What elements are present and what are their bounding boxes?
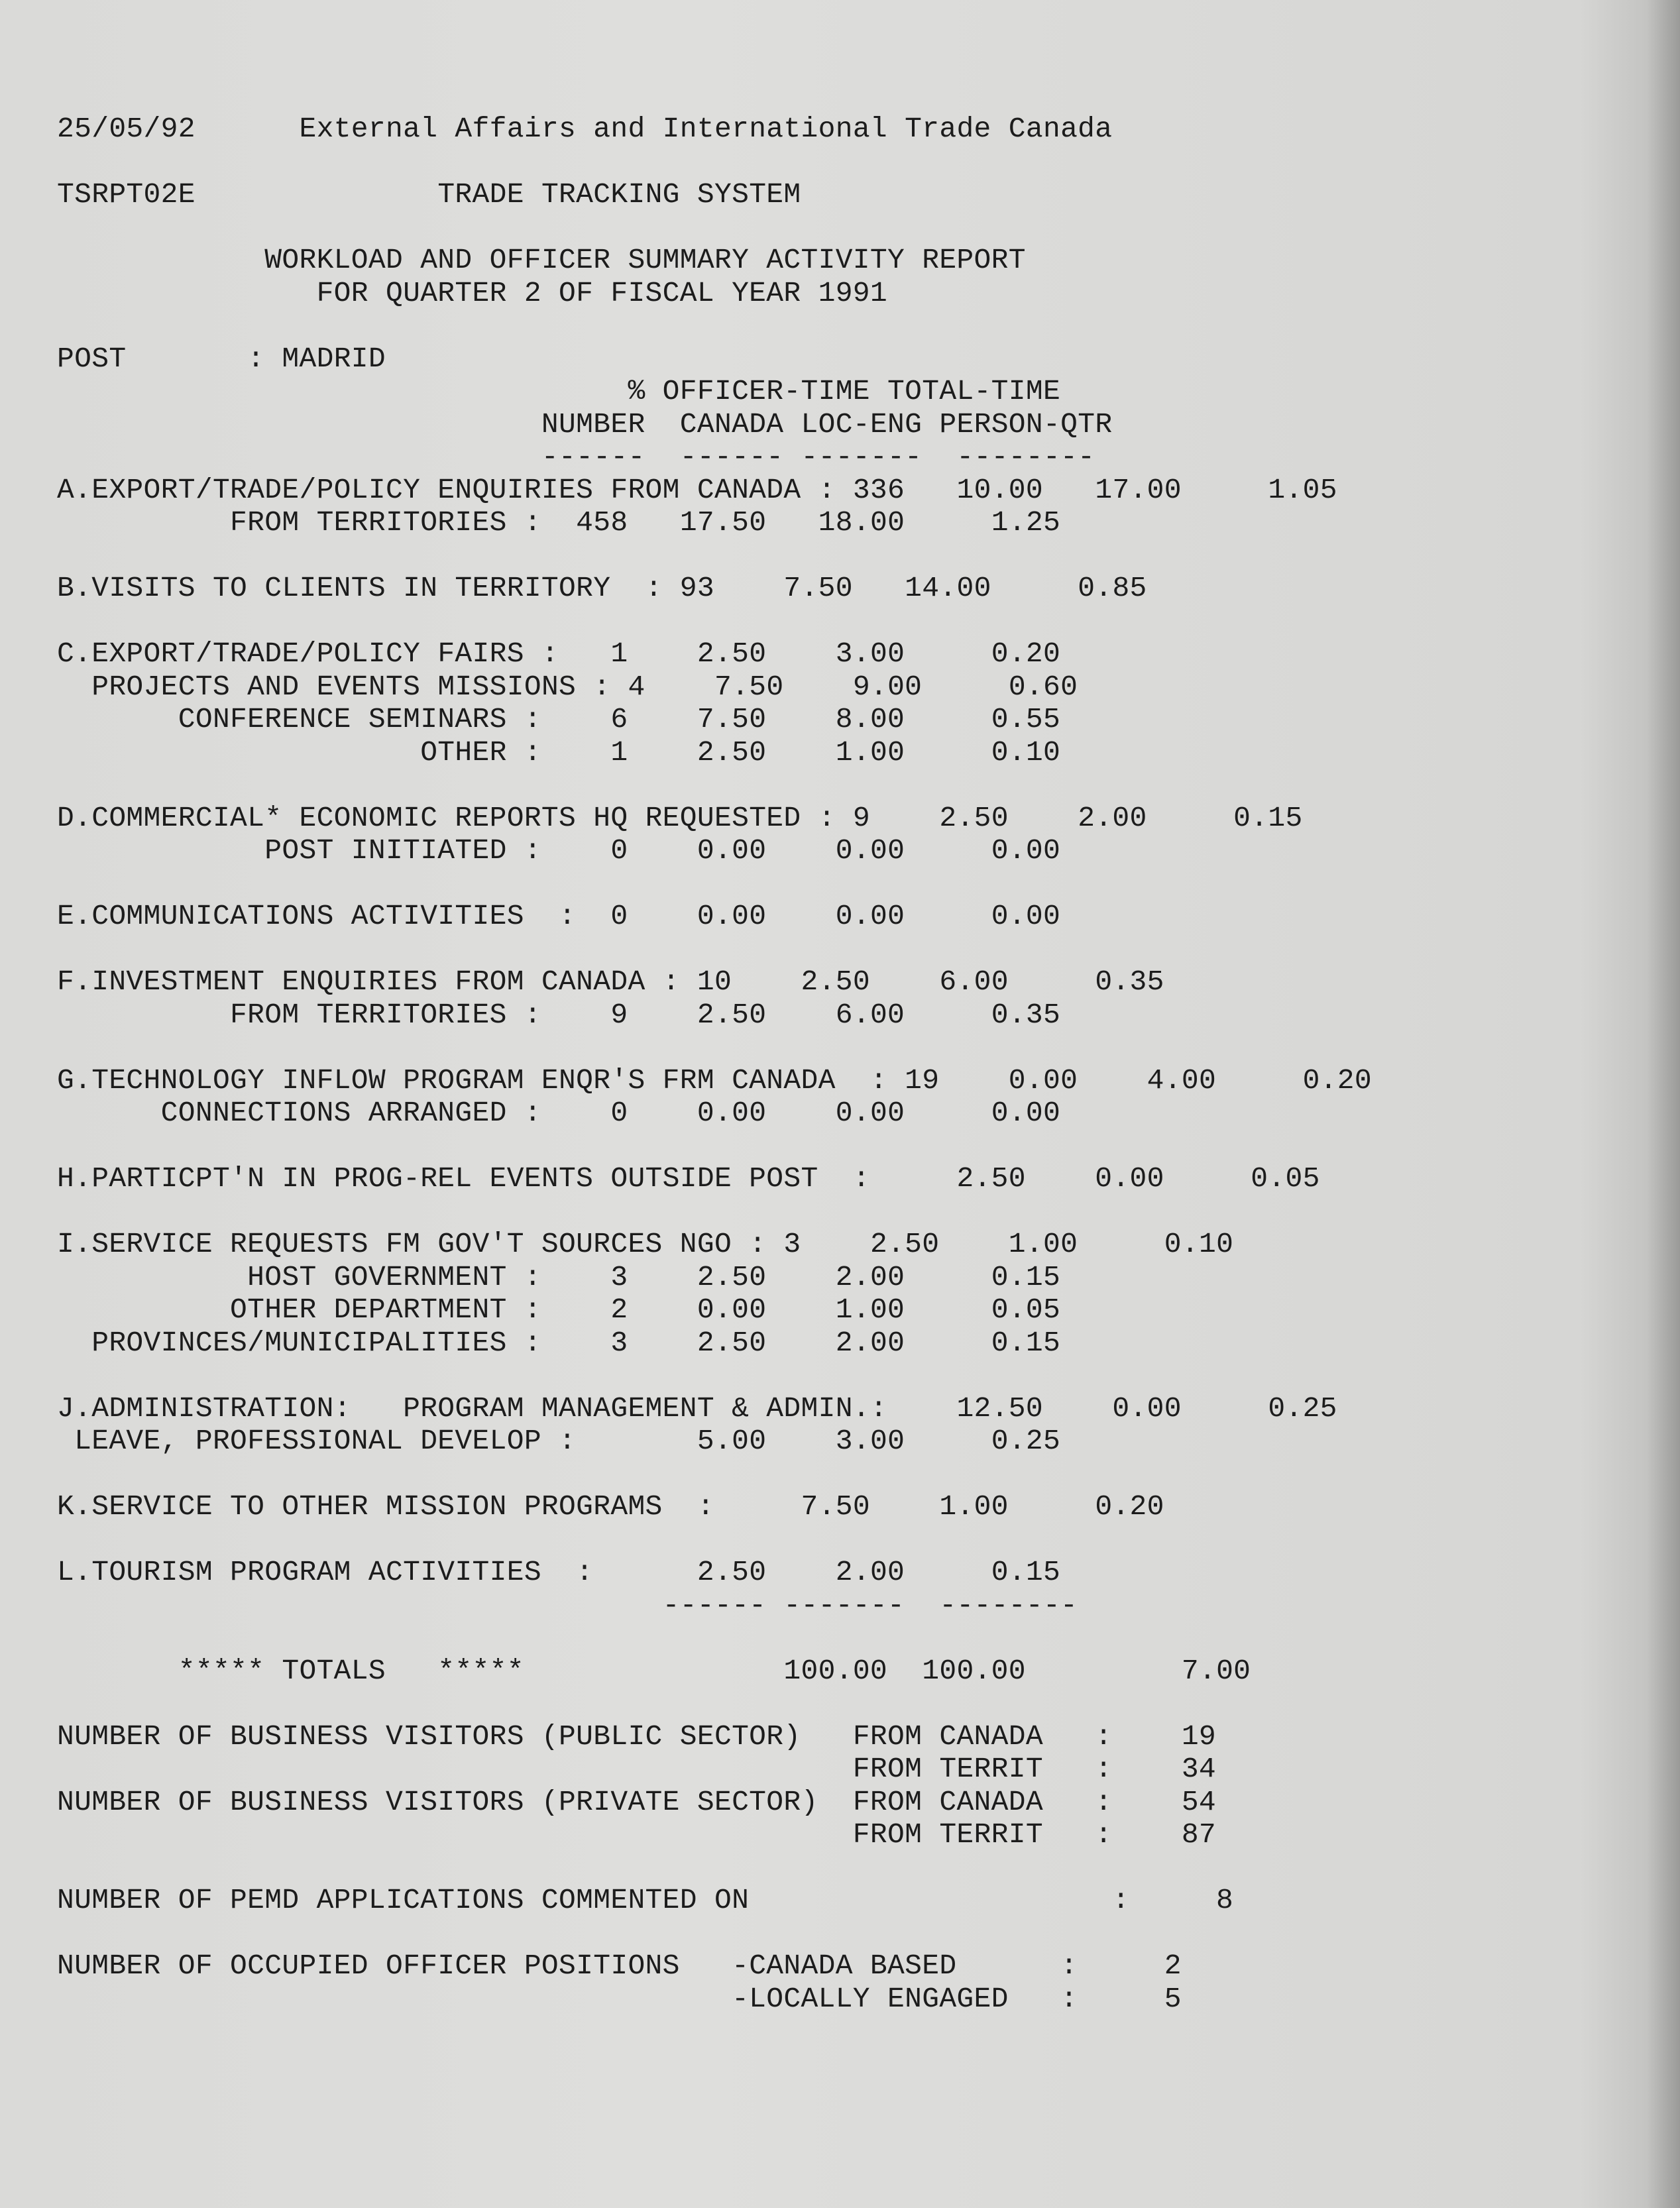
row-personqtr: 0.60 xyxy=(1008,670,1078,703)
row-number: 6 xyxy=(610,703,628,736)
row-sub-label: MISSIONS xyxy=(437,670,577,703)
report-title: WORKLOAD AND OFFICER SUMMARY ACTIVITY REPORT xyxy=(264,244,1026,276)
blank-line xyxy=(57,146,1372,179)
row-sub-label: FAIRS xyxy=(437,637,524,670)
positions-type: -LOCALLY ENGAGED xyxy=(732,1982,1009,2015)
row-sub-label: POST INITIATED xyxy=(264,834,507,867)
row-personqtr: 0.25 xyxy=(991,1425,1061,1457)
col-total-header: TOTAL-TIME xyxy=(887,375,1061,408)
row-loceng: 1.00 xyxy=(835,1294,905,1326)
totals-canada: 100.00 xyxy=(783,1654,888,1687)
blank-line xyxy=(57,1687,1372,1720)
table-row: POST INITIATED : 0 0.00 0.00 0.00 xyxy=(264,834,1061,867)
row-loceng: 2.00 xyxy=(835,1556,905,1588)
row-loceng: 2.00 xyxy=(1078,801,1147,834)
title-line-1 xyxy=(57,244,1372,277)
row-canada: 7.50 xyxy=(697,703,767,736)
report-code: TSRPT02E xyxy=(57,178,196,211)
visitors-value: 19 xyxy=(1181,1720,1217,1753)
row-sub-label: FROM CANADA xyxy=(455,966,645,998)
table-row: B.VISITS TO CLIENTS IN TERRITORY : 93 7.50 14.00 0.85 xyxy=(57,572,1147,604)
visitors-from: FROM CANADA xyxy=(852,1785,1043,1818)
row-loceng: 14.00 xyxy=(905,572,991,604)
row-section: A.EXPORT/TRADE/POLICY ENQUIRIES xyxy=(57,473,594,506)
blank-line xyxy=(57,605,1372,638)
post-value: MADRID xyxy=(282,342,386,375)
row-section: PROJECTS AND EVENTS xyxy=(57,670,421,703)
table-row: OTHER : 1 2.50 1.00 0.10 xyxy=(420,736,1061,769)
row-canada: 2.50 xyxy=(697,637,767,670)
table-row: G.TECHNOLOGY INFLOW PROGRAM ENQR'S FRM CANADA : 19 0.00 4.00 0.20 xyxy=(57,1064,1372,1097)
row-personqtr: 0.15 xyxy=(991,1326,1061,1359)
row-number: 2 xyxy=(610,1294,628,1326)
visitors-value: 54 xyxy=(1181,1785,1217,1818)
row-loceng: 9.00 xyxy=(852,670,923,703)
row-loceng: 6.00 xyxy=(939,966,1009,998)
column-header-1 xyxy=(57,375,1372,408)
blank-line xyxy=(57,1195,1372,1229)
row-loceng: 6.00 xyxy=(835,998,905,1031)
row-section: L.TOURISM PROGRAM ACTIVITIES xyxy=(57,1556,541,1588)
row-number: 1 xyxy=(610,736,628,769)
row-canada: 2.50 xyxy=(801,966,870,998)
row-personqtr: 0.25 xyxy=(1268,1392,1337,1425)
row-personqtr: 0.05 xyxy=(991,1294,1061,1326)
header-line-2 xyxy=(57,178,1372,211)
row-number: 0 xyxy=(610,1097,628,1129)
row-number: 4 xyxy=(628,670,645,703)
table-row: LEAVE, PROFESSIONAL DEVELOP : 5.00 3.00 0.25 xyxy=(74,1425,1061,1457)
row-loceng: 3.00 xyxy=(835,1425,905,1457)
positions-line: NUMBER OF OCCUPIED OFFICER POSITIONS -CANADA BASED : 2 xyxy=(57,1950,1182,1982)
pemd-line: NUMBER OF PEMD APPLICATIONS COMMENTED ON : 8 xyxy=(57,1884,1234,1916)
blank-line xyxy=(57,309,1372,343)
table-row: J.ADMINISTRATION: PROGRAM MANAGEMENT & ADMIN.: 12.50 0.00 0.25 xyxy=(57,1392,1337,1425)
col-number: NUMBER xyxy=(541,408,645,441)
table-row: E.COMMUNICATIONS ACTIVITIES : 0 0.00 0.00 0.00 xyxy=(57,900,1061,932)
row-number: 10 xyxy=(697,966,732,998)
col-loceng: LOC-ENG xyxy=(801,408,923,441)
column-rule: ------ ------ ------- -------- xyxy=(57,441,1095,473)
row-number: 0 xyxy=(610,834,628,867)
row-personqtr: 0.15 xyxy=(991,1260,1061,1294)
table-row: K.SERVICE TO OTHER MISSION PROGRAMS : 7.50 1.00 0.20 xyxy=(57,1490,1164,1523)
row-section: J.ADMINISTRATION: PROGRAM MANAGEMENT & ADMIN. xyxy=(57,1392,870,1425)
report-date: 25/05/92 xyxy=(57,113,196,145)
table-row: H.PARTICPT'N IN PROG-REL EVENTS OUTSIDE POST : 2.50 0.00 0.05 xyxy=(57,1162,1320,1195)
row-personqtr: 0.35 xyxy=(1095,966,1164,998)
blank-line xyxy=(57,1523,1372,1557)
row-canada: 2.50 xyxy=(697,736,767,769)
row-loceng: 2.00 xyxy=(835,1260,905,1294)
row-personqtr: 1.05 xyxy=(1268,473,1337,506)
row-section: C.EXPORT/TRADE/POLICY xyxy=(57,637,421,670)
row-canada: 0.00 xyxy=(1008,1064,1078,1097)
row-personqtr: 0.55 xyxy=(991,703,1061,736)
row-personqtr: 0.15 xyxy=(991,1556,1061,1588)
row-loceng: 2.00 xyxy=(835,1326,905,1359)
blank-line xyxy=(57,867,1372,901)
table-row: CONFERENCE SEMINARS : 6 7.50 8.00 0.55 xyxy=(178,703,1061,736)
row-canada: 2.50 xyxy=(697,1556,767,1588)
post-line: POST : MADRID xyxy=(57,342,386,375)
row-canada: 0.00 xyxy=(697,900,767,932)
row-personqtr: 0.20 xyxy=(1095,1490,1164,1523)
visitors-from: FROM TERRIT xyxy=(852,1818,1043,1851)
blank-line xyxy=(57,1359,1372,1392)
row-canada: 2.50 xyxy=(697,1326,767,1359)
blank-line xyxy=(57,1622,1372,1655)
row-personqtr: 0.35 xyxy=(991,998,1061,1031)
table-row: FROM TERRITORIES : 458 17.50 18.00 1.25 xyxy=(230,506,1061,539)
row-loceng: 8.00 xyxy=(835,703,905,736)
row-loceng: 1.00 xyxy=(835,736,905,769)
row-sub-label: FROM CANADA xyxy=(610,473,801,506)
blank-line xyxy=(57,1130,1372,1163)
row-personqtr: 0.15 xyxy=(1233,801,1303,834)
row-loceng: 0.00 xyxy=(835,900,905,932)
pemd-label: NUMBER OF PEMD APPLICATIONS COMMENTED ON xyxy=(57,1884,750,1916)
system-name: TRADE TRACKING SYSTEM xyxy=(437,178,801,211)
row-personqtr: 0.20 xyxy=(1302,1064,1372,1097)
totals-line xyxy=(57,1655,1372,1688)
row-number: 9 xyxy=(852,801,870,834)
totals-rule: ------ ------- -------- xyxy=(57,1588,1078,1622)
row-number: 3 xyxy=(610,1326,628,1359)
blank-line xyxy=(57,211,1372,245)
row-number: 1 xyxy=(610,637,628,670)
row-number: 9 xyxy=(610,998,628,1031)
row-loceng: 4.00 xyxy=(1147,1064,1217,1097)
totals-personqtr: 7.00 xyxy=(1181,1654,1251,1687)
row-number: 0 xyxy=(610,900,628,932)
visitors-from: FROM TERRIT xyxy=(852,1753,1043,1785)
row-sub-label: HQ REQUESTED xyxy=(593,801,801,834)
table-row: PROJECTS AND EVENTS MISSIONS : 4 7.50 9.00 0.60 xyxy=(57,670,1078,703)
row-canada: 0.00 xyxy=(697,1294,767,1326)
row-section: D.COMMERCIAL* ECONOMIC REPORTS xyxy=(57,801,577,834)
row-loceng: 17.00 xyxy=(1095,473,1182,506)
totals-loceng: 100.00 xyxy=(922,1654,1026,1687)
row-canada: 2.50 xyxy=(697,1260,767,1294)
table-row: PROVINCES/MUNICIPALITIES : 3 2.50 2.00 0.15 xyxy=(91,1326,1061,1359)
row-canada: 2.50 xyxy=(956,1162,1026,1195)
visitors-value: 34 xyxy=(1181,1753,1217,1785)
blank-line xyxy=(57,1917,1372,1950)
row-canada: 0.00 xyxy=(697,1097,767,1129)
table-row: FROM TERRITORIES : 9 2.50 6.00 0.35 xyxy=(230,998,1061,1031)
row-sub-label: HOST GOVERNMENT xyxy=(247,1260,507,1294)
row-personqtr: 0.00 xyxy=(991,900,1061,932)
row-personqtr: 0.20 xyxy=(991,637,1061,670)
row-loceng: 3.00 xyxy=(835,637,905,670)
row-personqtr: 1.25 xyxy=(991,506,1061,539)
row-canada: 17.50 xyxy=(679,506,767,539)
title-line-2 xyxy=(57,277,1372,310)
blank-line xyxy=(57,1458,1372,1491)
row-section: E.COMMUNICATIONS ACTIVITIES xyxy=(57,900,524,932)
col-canada: CANADA xyxy=(679,408,784,441)
col-group-header: % OFFICER-TIME xyxy=(628,375,870,408)
table-row: D.COMMERCIAL* ECONOMIC REPORTS HQ REQUESTED : 9 2.50 2.00 0.15 xyxy=(57,801,1303,834)
row-sub-label: FROM TERRITORIES xyxy=(230,506,507,539)
visitors-line: FROM TERRIT : 87 xyxy=(852,1818,1217,1851)
table-row: A.EXPORT/TRADE/POLICY ENQUIRIES FROM CANADA : 336 10.00 17.00 1.05 xyxy=(57,473,1337,506)
row-number: 336 xyxy=(852,473,905,506)
row-canada: 12.50 xyxy=(956,1392,1043,1425)
row-canada: 7.50 xyxy=(714,670,784,703)
row-sub-label: CONFERENCE SEMINARS xyxy=(178,703,507,736)
row-number: 3 xyxy=(783,1228,801,1260)
table-row: I.SERVICE REQUESTS FM GOV'T SOURCES NGO : 3 2.50 1.00 0.10 xyxy=(57,1228,1234,1260)
post-label: POST xyxy=(57,342,127,375)
row-loceng: 0.00 xyxy=(835,834,905,867)
blank-line xyxy=(57,933,1372,966)
row-number: 19 xyxy=(905,1064,940,1097)
header-line-1 xyxy=(57,113,1372,146)
table-row: L.TOURISM PROGRAM ACTIVITIES : 2.50 2.00 0.15 xyxy=(57,1556,1061,1588)
row-sub-label: NGO xyxy=(679,1228,732,1260)
row-section: K.SERVICE TO OTHER MISSION PROGRAMS xyxy=(57,1490,663,1523)
row-number: 93 xyxy=(679,572,714,604)
visitors-label: NUMBER OF BUSINESS VISITORS (PUBLIC SECTOR) xyxy=(57,1720,801,1753)
row-personqtr: 0.00 xyxy=(991,834,1061,867)
table-row: F.INVESTMENT ENQUIRIES FROM CANADA : 10 2.50 6.00 0.35 xyxy=(57,966,1164,998)
row-sub-label: OTHER xyxy=(420,736,507,769)
row-loceng: 1.00 xyxy=(1008,1228,1078,1260)
column-header-2 xyxy=(57,408,1372,441)
row-loceng: 1.00 xyxy=(939,1490,1009,1523)
row-number: 458 xyxy=(576,506,628,539)
row-personqtr: 0.00 xyxy=(991,1097,1061,1129)
row-personqtr: 0.10 xyxy=(991,736,1061,769)
row-canada: 2.50 xyxy=(697,998,767,1031)
row-loceng: 0.00 xyxy=(835,1097,905,1129)
row-sub-label: LEAVE, PROFESSIONAL DEVELOP xyxy=(74,1425,541,1457)
row-canada: 7.50 xyxy=(801,1490,870,1523)
row-canada: 2.50 xyxy=(869,1228,940,1260)
row-personqtr: 0.85 xyxy=(1078,572,1147,604)
row-section: F.INVESTMENT ENQUIRIES xyxy=(57,966,438,998)
blank-line xyxy=(57,769,1372,802)
row-section: H.PARTICPT'N IN PROG-REL EVENTS OUTSIDE POST xyxy=(57,1162,818,1195)
visitors-from: FROM CANADA xyxy=(852,1720,1043,1753)
col-personqtr: PERSON-QTR xyxy=(939,408,1113,441)
row-sub-label: CONNECTIONS ARRANGED xyxy=(160,1097,507,1129)
row-canada: 10.00 xyxy=(956,473,1044,506)
row-canada: 5.00 xyxy=(697,1425,767,1457)
row-personqtr: 0.05 xyxy=(1251,1162,1320,1195)
visitors-label: NUMBER OF BUSINESS VISITORS (PRIVATE SECTOR) xyxy=(57,1785,818,1818)
table-row: HOST GOVERNMENT : 3 2.50 2.00 0.15 xyxy=(247,1260,1061,1294)
positions-label: NUMBER OF OCCUPIED OFFICER POSITIONS xyxy=(57,1950,680,1982)
row-loceng: 18.00 xyxy=(818,506,905,539)
row-canada: 0.00 xyxy=(697,834,767,867)
report-subtitle: FOR QUARTER 2 OF FISCAL YEAR 1991 xyxy=(316,276,888,309)
row-loceng: 0.00 xyxy=(1112,1392,1182,1425)
row-loceng: 0.00 xyxy=(1095,1162,1164,1195)
table-row: OTHER DEPARTMENT : 2 0.00 1.00 0.05 xyxy=(230,1294,1061,1326)
report-document xyxy=(57,113,1372,2015)
blank-line xyxy=(57,539,1372,573)
totals-label: ***** TOTALS ***** xyxy=(178,1654,524,1687)
row-sub-label: FROM TERRITORIES xyxy=(230,998,507,1031)
table-row: C.EXPORT/TRADE/POLICY FAIRS : 1 2.50 3.00 0.20 xyxy=(57,637,1061,670)
row-canada: 7.50 xyxy=(783,572,853,604)
row-section: I.SERVICE REQUESTS FM GOV'T SOURCES xyxy=(57,1228,663,1260)
visitors-line: FROM TERRIT : 34 xyxy=(852,1753,1217,1785)
positions-line: -LOCALLY ENGAGED : 5 xyxy=(732,1982,1182,2015)
row-sub-label: PROVINCES/MUNICIPALITIES xyxy=(91,1326,507,1359)
table-row: CONNECTIONS ARRANGED : 0 0.00 0.00 0.00 xyxy=(160,1097,1061,1129)
pemd-value: 8 xyxy=(1216,1884,1234,1916)
positions-value: 5 xyxy=(1164,1982,1182,2015)
positions-value: 2 xyxy=(1164,1950,1182,1982)
visitors-line: NUMBER OF BUSINESS VISITORS (PUBLIC SECTOR) FROM CANADA : 19 xyxy=(57,1720,1217,1753)
positions-type: -CANADA BASED xyxy=(732,1950,957,1982)
organization-name: External Affairs and International Trade Canada xyxy=(299,113,1113,145)
row-section: B.VISITS TO CLIENTS IN TERRITORY xyxy=(57,572,611,604)
row-canada: 2.50 xyxy=(939,801,1009,834)
row-number: 3 xyxy=(610,1260,628,1294)
row-section: G.TECHNOLOGY INFLOW PROGRAM ENQR'S FRM CANADA xyxy=(57,1064,836,1097)
row-personqtr: 0.10 xyxy=(1164,1228,1234,1260)
visitors-line: NUMBER OF BUSINESS VISITORS (PRIVATE SECTOR) FROM CANADA : 54 xyxy=(57,1785,1217,1818)
blank-line xyxy=(57,1031,1372,1064)
visitors-value: 87 xyxy=(1181,1818,1217,1851)
blank-line xyxy=(57,1851,1372,1885)
row-sub-label: OTHER DEPARTMENT xyxy=(230,1294,507,1326)
